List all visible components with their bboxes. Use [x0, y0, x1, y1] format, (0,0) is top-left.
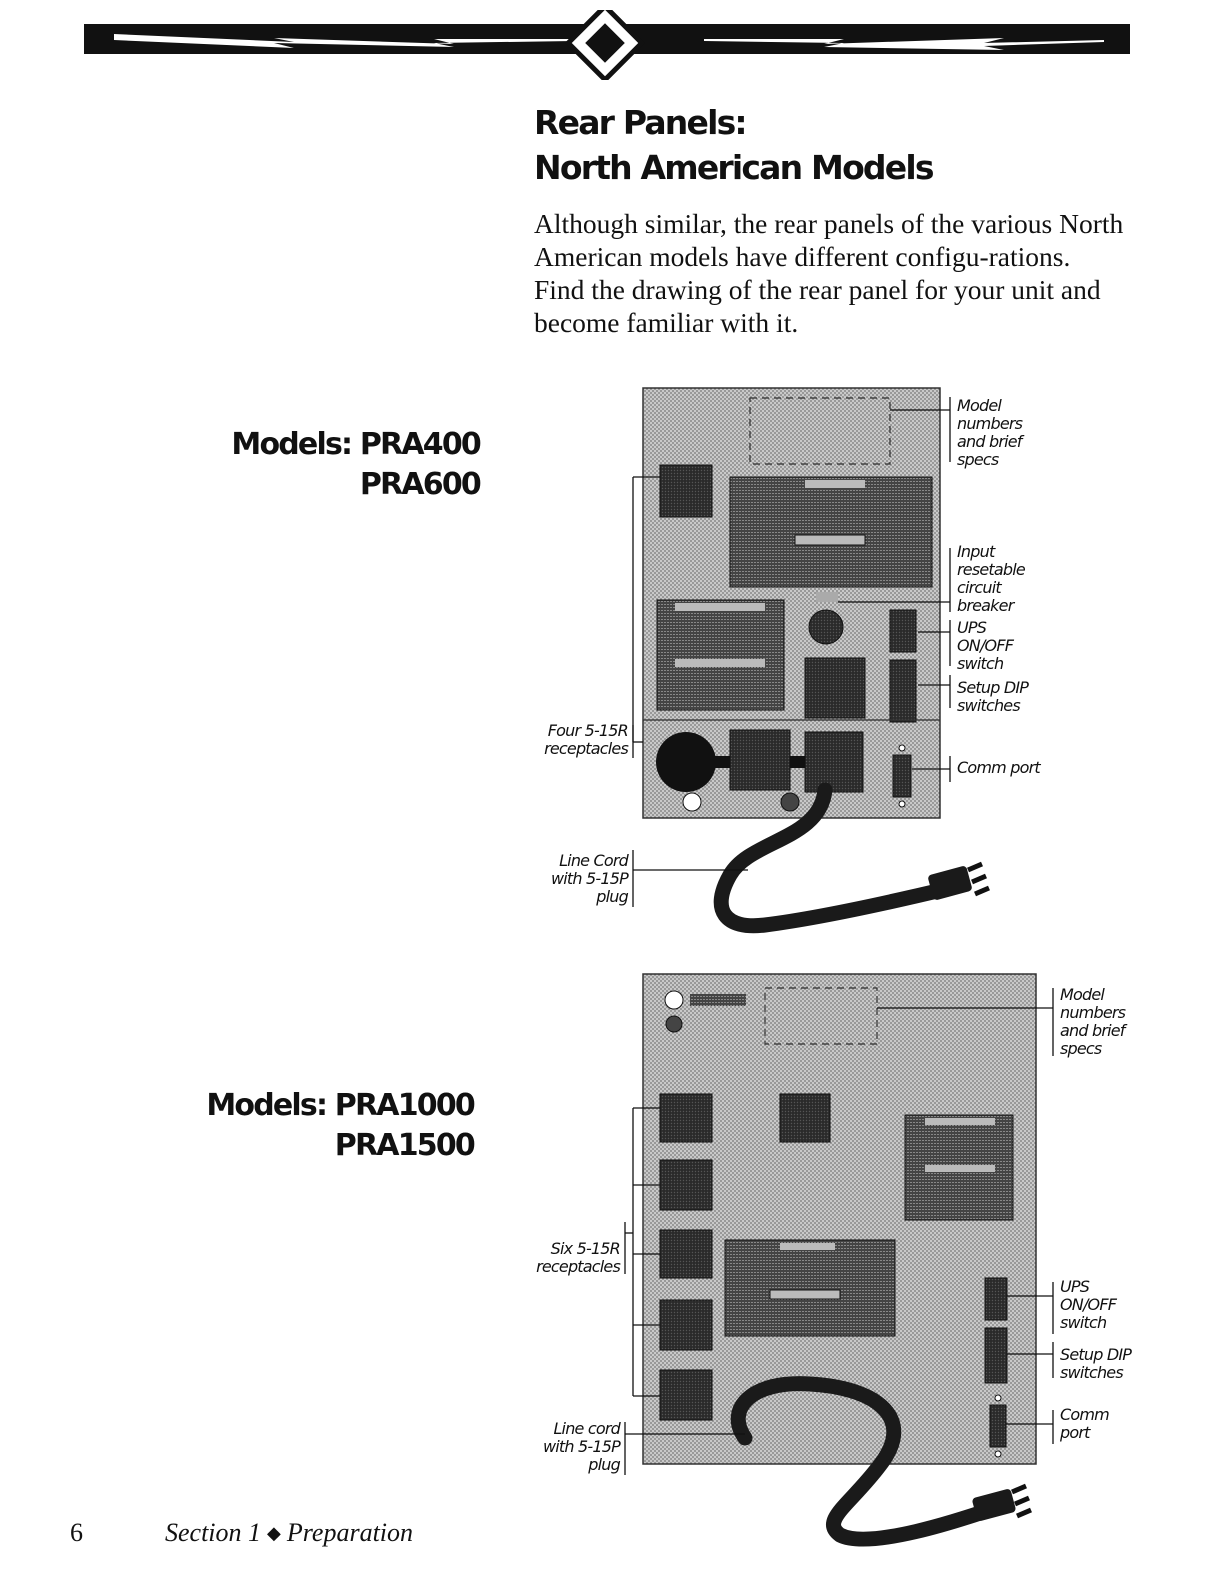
callout-dip-switches: Setup DIP switches [957, 678, 1029, 715]
callout-model-numbers: Model numbers and brief specs [1060, 985, 1126, 1058]
diamond-separator-icon: ◆ [267, 1523, 281, 1543]
callout-input-breaker: Input resetable circuit breaker [957, 542, 1025, 615]
callout-model-numbers: Model numbers and brief specs [957, 396, 1023, 469]
models-label-pra1000-pra1500 [200, 1086, 474, 1166]
callout-ups-switch: UPS ON/OFF switch [1060, 1277, 1117, 1332]
models-label-line1: Models: PRA1000 [206, 1088, 474, 1123]
page-title-line2: North American Models [534, 148, 933, 187]
callout-line-cord: Line Cord with 5-15P plug [551, 851, 628, 906]
callout-ups-switch: UPS ON/OFF switch [957, 618, 1014, 673]
page-number: 6 [70, 1518, 83, 1547]
callout-comm-port: Comm port [957, 758, 1040, 777]
callout-receptacles: Six 5-15R receptacles [536, 1239, 620, 1276]
rear-panel-figure-pra400 [520, 370, 1080, 960]
rear-panel-figure-pra1000 [520, 960, 1160, 1550]
footer-chapter-name: Preparation [286, 1518, 414, 1547]
page-title-line1: Rear Panels: [534, 103, 746, 142]
models-label-line1: Models: PRA400 [231, 427, 480, 462]
header-lightning-band [84, 10, 1130, 80]
page-title [534, 100, 933, 190]
callout-receptacles: Four 5-15R receptacles [544, 721, 628, 758]
callout-dip-switches: Setup DIP switches [1060, 1345, 1132, 1382]
models-label-line2: PRA1500 [334, 1128, 474, 1163]
callout-comm-port: Comm port [1060, 1405, 1109, 1442]
footer-section-label [165, 1518, 413, 1548]
footer-section-name: Section 1 [165, 1518, 262, 1547]
callout-line-cord: Line cord with 5-15P plug [543, 1419, 620, 1474]
models-label-line2: PRA600 [359, 467, 480, 502]
intro-paragraph: Although similar, the rear panels of the various North American models have different configu-rations. Find the drawing of the rear panel for your unit and become familiar with it. [534, 208, 1124, 338]
models-label-pra400-pra600 [220, 425, 480, 505]
